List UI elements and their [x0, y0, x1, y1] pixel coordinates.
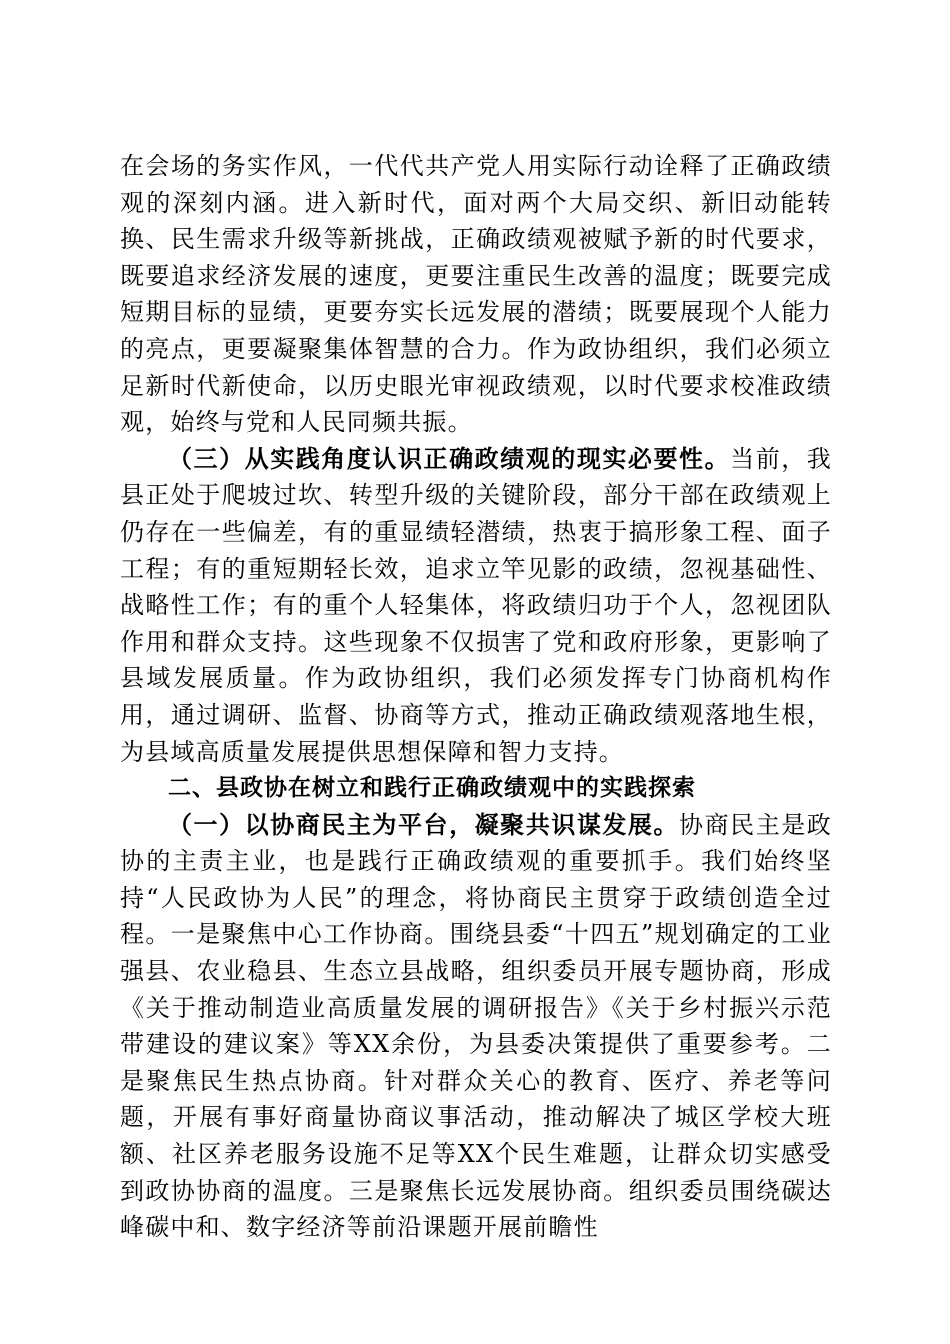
paragraph-text: 协商民主是政协的主责主业，也是践行正确政绩观的重要抓手。我们始终坚持“人民政协为人民”的理念，将协商民主贯穿于政绩创造全过程。一是聚焦中心工作协商。围绕县委“十四五”规划确定的工业强县、农业稳县、生态立县战略，组织委员开展专题协商，形成《关于推动制造业高质量发展的调研报告》《关于乡村振兴示范带建设的建议案》等XX余份，为县委决策提供了重要参考。二是聚焦民生热点协商。针对群众关心的教育、医疗、养老等问题，开展有事好商量协商议事活动，推动解决了城区学校大班额、社区养老服务设施不足等XX个民生难题，让群众切实感受到政协协商的温度。三是聚焦长远发展协商。组织委员围绕碳达峰碳中和、数字经济等前沿课题开展前瞻性 [120, 810, 833, 1242]
paragraph-text: 在会场的务实作风，一代代共产党人用实际行动诠释了正确政绩观的深刻内涵。进入新时代，面对两个大局交织、新旧动能转换、民生需求升级等新挑战，正确政绩观被赋予新的时代要求，既要追求经济发展的速度，更要注重民生改善的温度；既要完成短期目标的显绩，更要夯实长远发展的潜绩；既要展现个人能力的亮点，更要凝聚集体智慧的合力。作为政协组织，我们必须立足新时代新使命，以历史眼光审视政绩观，以时代要求校准政绩观，始终与党和人民同频共振。 [120, 152, 832, 437]
paragraph-text: 当前，我县正处于爬坡过坎、转型升级的关键阶段，部分干部在政绩观上仍存在一些偏差，有的重显绩轻潜绩，热衷于搞形象工程、面子工程；有的重短期轻长效，追求立竿见影的政绩，忽视基础性、战略性工作；有的重个人轻集体，将政绩归功于个人，忽视团队作用和群众支持。这些现象不仅损害了党和政府形象，更影响了县域发展质量。作为政协组织，我们必须发挥专门协商机构作用，通过调研、监督、协商等方式，推动正确政绩观落地生根，为县域高质量发展提供思想保障和智力支持。 [120, 444, 832, 766]
paragraph-historical-context [120, 148, 832, 441]
section-heading: 二、县政协在树立和践行正确政绩观中的实践探索 [168, 775, 696, 802]
paragraph-lead-heading: （三）从实践角度认识正确政绩观的现实必要性。 [168, 443, 731, 473]
document-body [120, 148, 832, 1246]
paragraph-practical-necessity [120, 441, 832, 770]
paragraph-consultative-democracy [120, 807, 832, 1246]
paragraph-lead-heading: （一）以协商民主为平台，凝聚共识谋发展。 [168, 809, 680, 839]
